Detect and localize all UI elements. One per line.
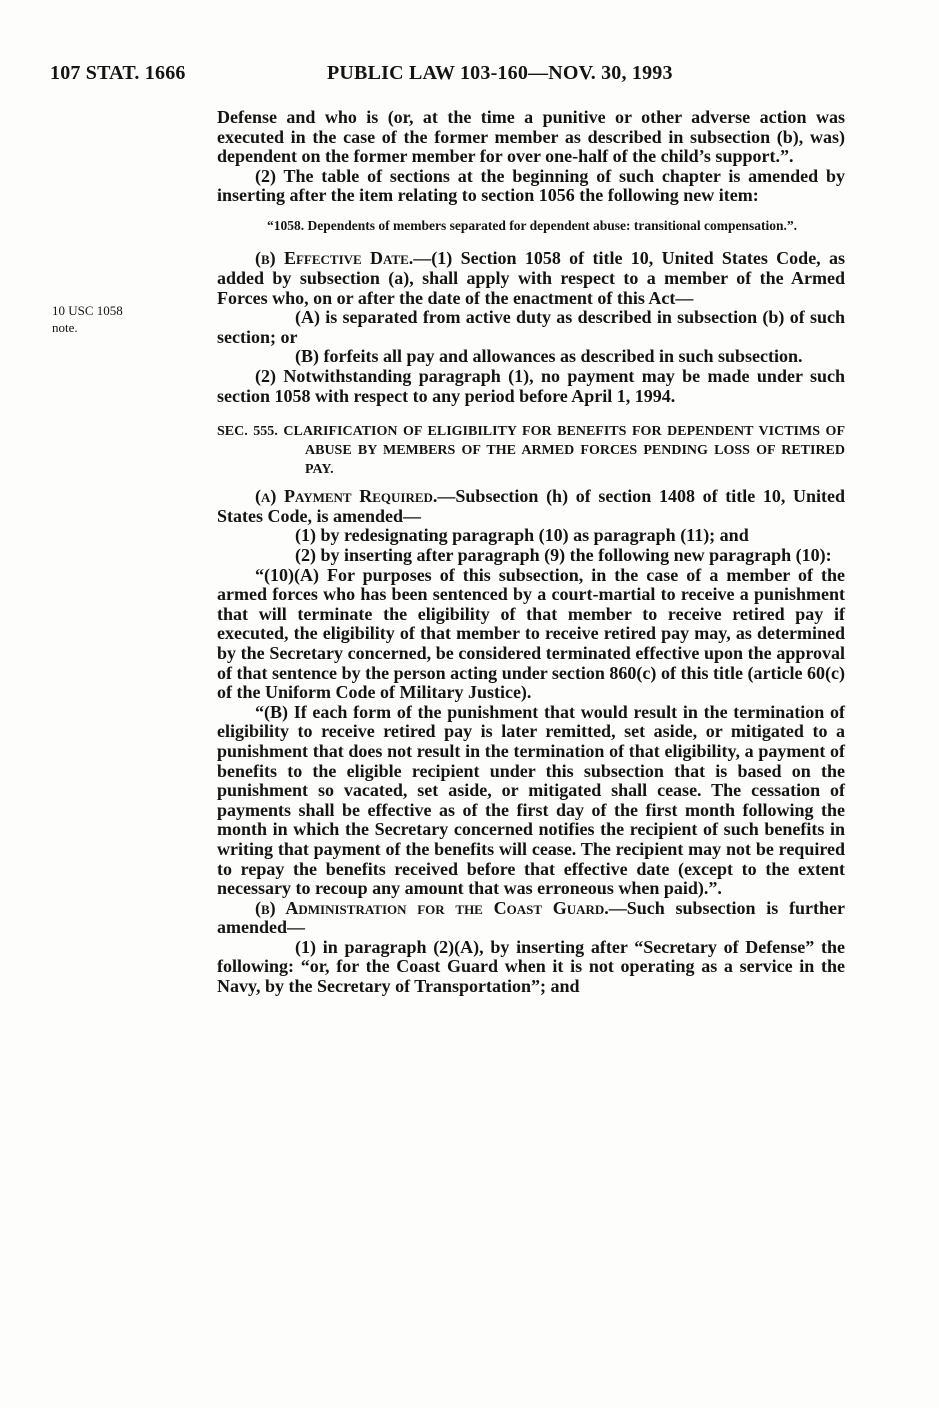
effective-date-label: (b) Effective Date. — [255, 248, 414, 269]
margin-note-citation: 10 USC 1058 — [52, 303, 123, 318]
paragraph-continuation: Defense and who is (or, at the time a punitive or other adverse action was executed in the case of the former member as described in subsection (b), was) dependent on the former member for over one-half of the child’s support.”. — [217, 107, 845, 167]
coast-guard-label: (b) Administration for the Coast Guard. — [255, 897, 609, 918]
amendment-2: (2) by inserting after paragraph (9) the following new paragraph (10): — [295, 545, 832, 565]
amendment-1: (1) by redesignating paragraph (10) as paragraph (11); and — [295, 525, 749, 546]
margin-note — [52, 302, 123, 336]
table-of-sections-item: “1058. Dependents of members separated for dependent abuse: transitional compensation.”. — [267, 217, 797, 233]
payment-required-text: —Subsection (h) of section 1408 of title 10, United States Code, is amended— — [217, 486, 845, 526]
effective-date-text: —(1) Section 1058 of title 10, United States Code, as added by subsection (a), shall apply with respect to a member of the Armed Forces who, on or after the date of the enactment of this Act— — [217, 248, 845, 308]
coast-guard-amendment-1: (1) in paragraph (2)(A), by inserting after “Secretary of Defense” the following: “or, for the Coast Guard when it is not operating as a service in the Navy, by the Secretary of Transportation”; and — [217, 936, 845, 997]
page-reference: 107 STAT. 1666 — [50, 62, 186, 84]
payment-required-label: (a) Payment Required. — [255, 486, 438, 507]
law-title: PUBLIC LAW 103-160—NOV. 30, 1993 — [327, 62, 673, 84]
clause-A: (A) is separated from active duty as described in subsection (b) of such section; or — [217, 307, 845, 347]
paragraph-10B: “(B) If each form of the punishment that would result in the termination of eligibility to receive retired pay is later remitted, set aside, or mitigated to a punishment that does not result in the termination of that eligibility, a payment of benefits to the eligible recipient under this subsection that is based on the punishment so vacated, set aside, or mitigated shall cease. The cessation of payments shall be effective as of the first day of the first month following the month in which the Secretary concerned notifies the recipient of such benefits in writing that payment of the benefits will cease. The recipient may not be required to repay the benefits received before that effective date (except to the extent necessary to recoup any amount that was erroneous when paid).”. — [217, 701, 845, 899]
paragraph-table-amendment: (2) The table of sections at the beginning of such chapter is amended by inserting after the item relating to section 1056 the following new item: — [217, 165, 845, 206]
margin-note-label: note. — [52, 320, 78, 335]
paragraph-10A: “(10)(A) For purposes of this subsection, in the case of a member of the armed forces who has been sentenced by a court-martial to receive a punishment that will terminate the eligibility of that member to receive retired pay if executed, the eligibility of that member to receive retired pay may, as determined by the Secretary concerned, be considered terminated effective upon the approval of that sentence by the person acting under section 860(c) of this title (article 60(c) of the Uniform Code of Military Justice). — [217, 564, 845, 703]
coast-guard-text: —Such subsection is further amended— — [217, 897, 845, 938]
paragraph-effective-date — [217, 249, 845, 308]
section-heading: SEC. 555. CLARIFICATION OF ELIGIBILITY FOR BENEFITS FOR DEPENDENT VICTIMS OF ABUSE BY MEMBERS OF THE ARMED FORCES PENDING LOSS OF RETIRED PAY. — [217, 424, 845, 478]
paragraph-coast-guard — [217, 899, 845, 938]
document-body — [217, 108, 845, 997]
paragraph-notwithstanding: (2) Notwithstanding paragraph (1), no payment may be made under such section 1058 with respect to any period before April 1, 1994. — [217, 366, 845, 406]
clause-B: (B) forfeits all pay and allowances as described in such subsection. — [295, 346, 803, 367]
paragraph-payment-required — [217, 487, 845, 526]
